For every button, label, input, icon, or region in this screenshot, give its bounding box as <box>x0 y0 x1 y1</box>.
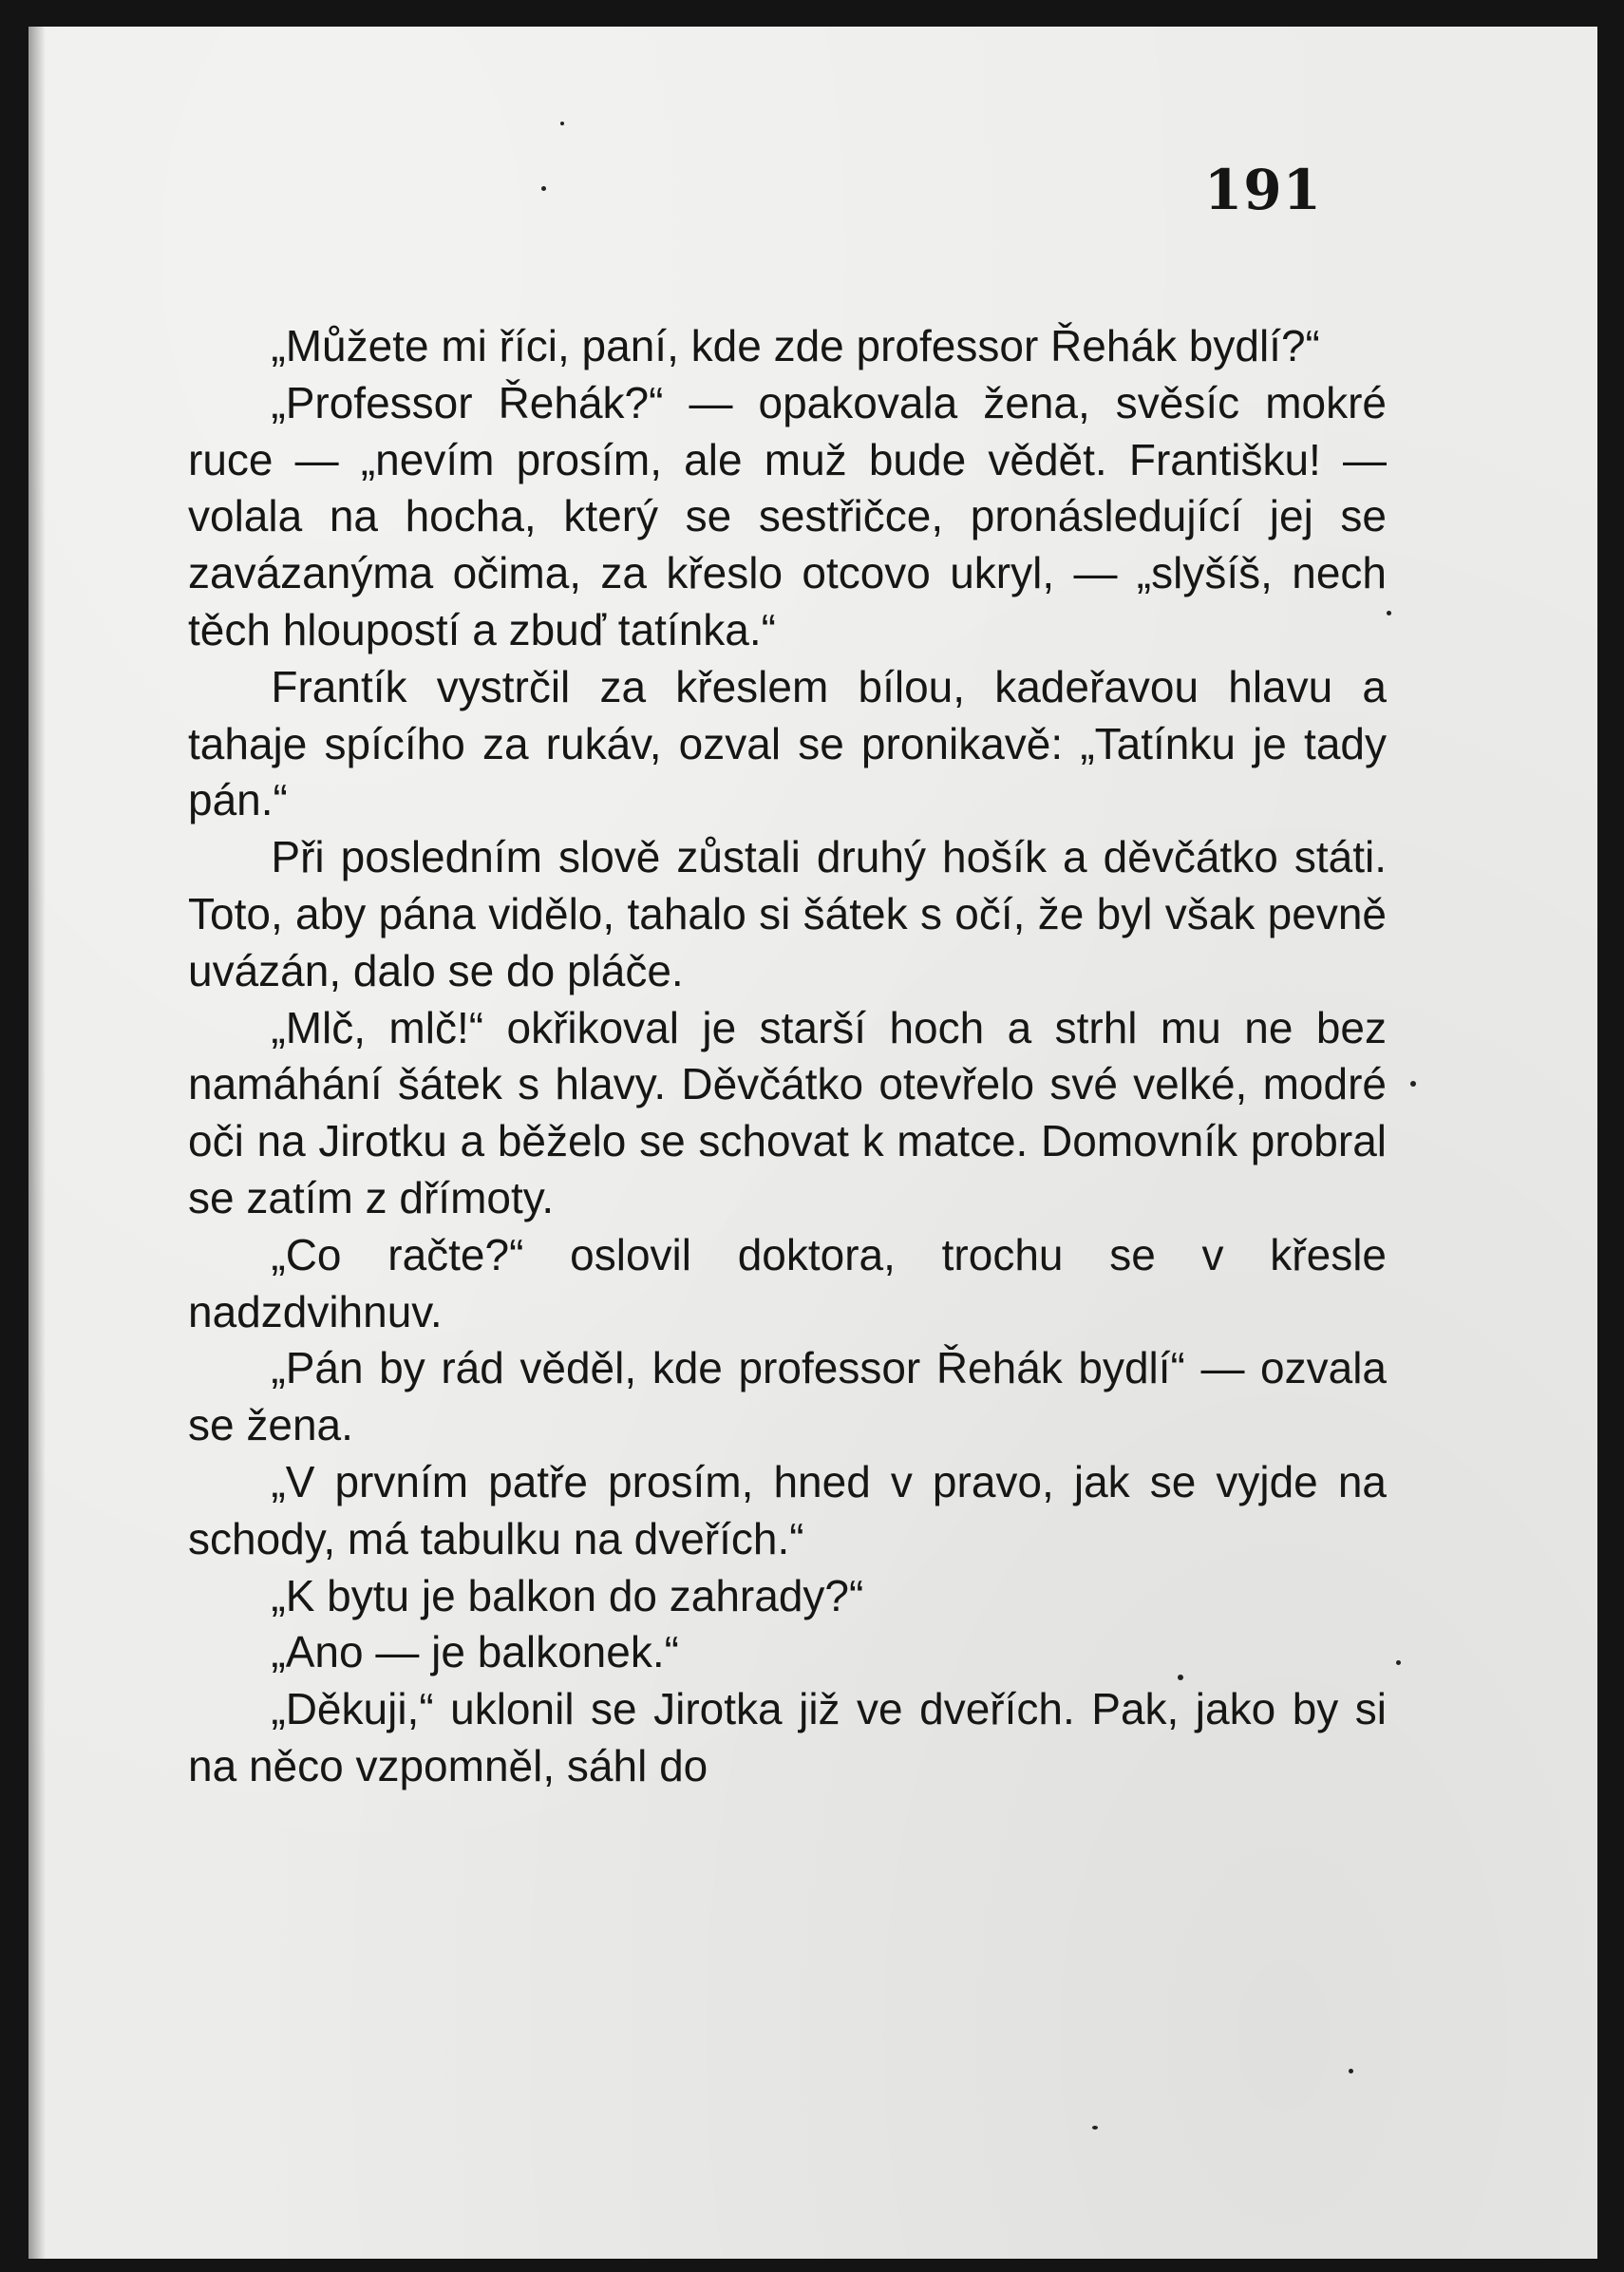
page-edge-shadow <box>28 27 46 2259</box>
paragraph: „K bytu je balkon do zahrady?“ <box>271 1570 864 1620</box>
paragraph: „Mlč, mlč!“ okřikoval je starší hoch a strhl mu ne bez namáhání šátek s hlavy. Děvčátko otevřelo své velké, modré oči na Jirotku a běželo se schovat k matce. Domovník probral se zatím z dřímoty. <box>188 1002 1387 1222</box>
page-number: 191 <box>1203 158 1322 222</box>
scan-speck <box>1349 2069 1353 2073</box>
scan-speck <box>1387 611 1391 615</box>
scan-speck <box>1396 1660 1401 1665</box>
paragraph: Frantík vystrčil za křeslem bílou, kadeřavou hlavu a tahaje spícího za rukáv, ozval se pronikavě: „Tatínku je tady pán.“ <box>188 661 1387 825</box>
paragraph: „Můžete mi říci, paní, kde zde professor Řehák bydlí?“ <box>271 321 1320 370</box>
book-page <box>28 27 1597 2259</box>
scan-speck <box>541 186 546 191</box>
paragraph: „Ano — je balkonek.“ <box>271 1627 679 1677</box>
scan-speck <box>1092 2126 1098 2130</box>
paragraph: „Děkuji,“ uklonil se Jirotka již ve dveřích. Pak, jako by si na něco vzpomněl, sáhl do <box>188 1684 1387 1790</box>
scan-speck <box>560 122 564 125</box>
scan-speck <box>1410 1081 1416 1087</box>
body-text <box>188 318 1387 1795</box>
paragraph: „Professor Řehák?“ — opakovala žena, svěsíc mokré ruce — „nevím prosím, ale muž bude vědět. Františku! — volala na hocha, který se sestřičce, pronásledující jej se zavázanýma očima, za křeslo otcovo ukryl, — „slyšíš, nech těch hloupostí a zbuď tatínka.“ <box>188 377 1387 654</box>
paragraph: „Co račte?“ oslovil doktora, trochu se v křesle nadzdvihnuv. <box>188 1229 1387 1336</box>
scan-speck <box>1178 1675 1183 1680</box>
paragraph: „V prvním patře prosím, hned v pravo, jak se vyjde na schody, má tabulku na dveřích.“ <box>188 1456 1387 1563</box>
paragraph: „Pán by rád věděl, kde professor Řehák bydlí“ — ozvala se žena. <box>188 1343 1387 1450</box>
paragraph: Při posledním slově zůstali druhý hošík a děvčátko státi. Toto, aby pána vidělo, tahalo si šátek s očí, že byl však pevně uvázán, dalo se do pláče. <box>188 832 1387 995</box>
